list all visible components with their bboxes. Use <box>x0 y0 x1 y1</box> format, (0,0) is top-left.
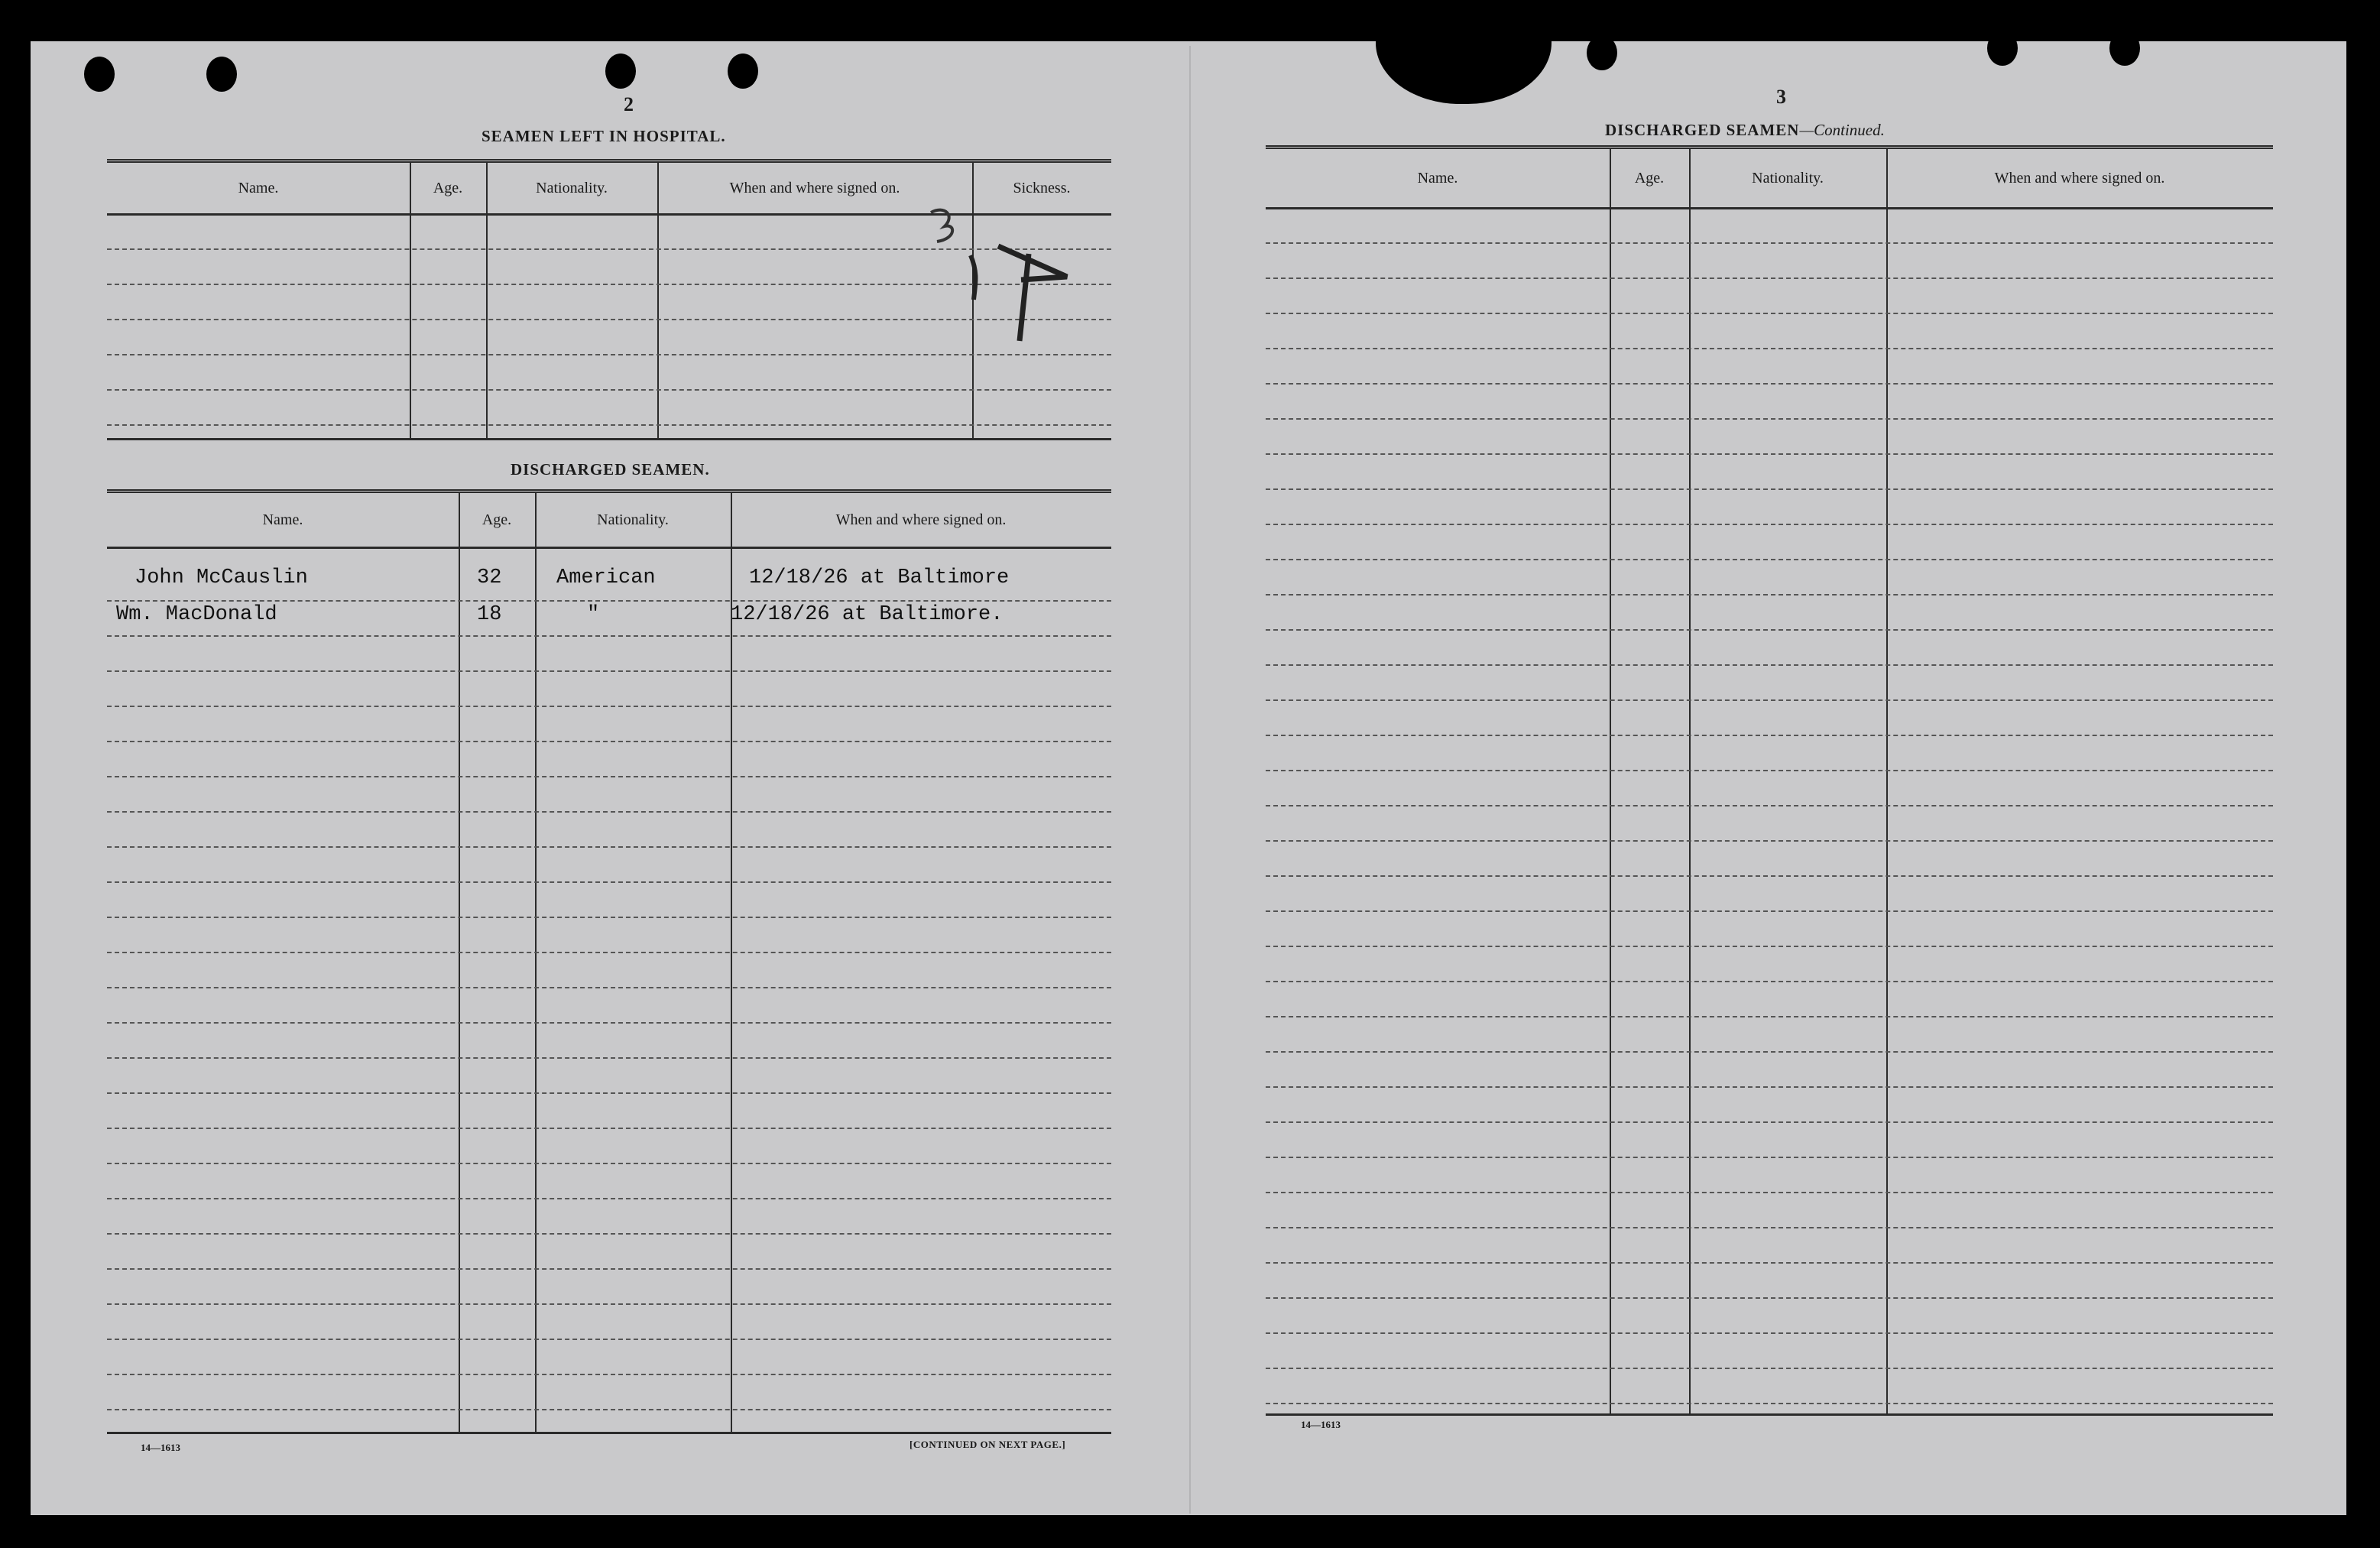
table-rule-line <box>107 635 1111 637</box>
column-header: Nationality. <box>536 179 608 196</box>
table-rule-line <box>1266 1016 2273 1017</box>
table-rule-line <box>1266 875 2273 877</box>
form-number: 14—1613 <box>1301 1419 1341 1430</box>
table-rule-line <box>107 600 1111 602</box>
table-rule-line <box>107 1163 1111 1164</box>
table-rule-line <box>1266 981 2273 982</box>
table-rule-line <box>1266 1157 2273 1158</box>
table-rule-line <box>107 1128 1111 1129</box>
seaman-nationality: " <box>587 603 600 626</box>
punch-hole <box>84 57 115 92</box>
discharged-continued-table <box>1266 145 2273 1416</box>
center-fold <box>1189 46 1191 1514</box>
table-header <box>107 493 1111 549</box>
punch-hole <box>1987 31 2018 66</box>
table-rule-line <box>107 952 1111 953</box>
table-rule-line <box>107 811 1111 813</box>
table-header <box>1266 149 2273 209</box>
table-rule-line <box>1266 418 2273 420</box>
seaman-name: Wm. MacDonald <box>116 603 277 626</box>
column-header: Nationality. <box>1752 169 1824 187</box>
table-rule-line <box>1266 735 2273 736</box>
seaman-age: 32 <box>477 566 502 589</box>
punch-hole <box>728 54 758 89</box>
table-rule-line <box>107 389 1111 391</box>
table-rule-line <box>107 1092 1111 1094</box>
table-rule-line <box>107 424 1111 426</box>
punch-hole <box>206 57 237 92</box>
table-rule-line <box>1266 1332 2273 1334</box>
table-rule-line <box>1266 383 2273 385</box>
table-rule-line <box>107 1233 1111 1235</box>
table-rule-line <box>1266 1262 2273 1264</box>
table-rule-line <box>107 706 1111 707</box>
column-divider <box>731 493 732 1432</box>
table-rule-line <box>1266 1051 2273 1053</box>
column-divider <box>410 163 411 438</box>
seaman-signed-on: 12/18/26 at Baltimore. <box>731 603 1004 626</box>
table-rule-line <box>1266 805 2273 806</box>
seaman-nationality: American <box>556 566 656 589</box>
column-divider <box>459 493 460 1432</box>
table-rule-line <box>1266 1368 2273 1369</box>
table-rule-line <box>107 1057 1111 1059</box>
table-rule-line <box>1266 453 2273 455</box>
column-header: Name. <box>238 179 279 196</box>
table-rule-line <box>107 1409 1111 1410</box>
column-divider <box>1610 149 1611 1413</box>
table-rule-line <box>1266 946 2273 947</box>
table-rule-line <box>1266 910 2273 912</box>
column-divider <box>657 163 659 438</box>
column-divider <box>535 493 537 1432</box>
column-header: Age. <box>433 179 463 196</box>
table-rule-line <box>1266 488 2273 490</box>
seaman-signed-on: 12/18/26 at Baltimore <box>749 566 1010 589</box>
table-rule-line <box>107 1339 1111 1340</box>
table-rule-line <box>107 670 1111 672</box>
table-rule-line <box>1266 664 2273 666</box>
punch-hole <box>1587 35 1617 70</box>
column-header: Age. <box>482 511 512 528</box>
column-header: Name. <box>262 511 303 528</box>
column-header: When and where signed on. <box>835 511 1007 528</box>
table-rule-line <box>107 987 1111 988</box>
column-header: Sickness. <box>1013 179 1071 196</box>
form-number: 14—1613 <box>141 1442 180 1453</box>
table-rule-line <box>1266 699 2273 701</box>
column-header: Nationality. <box>597 511 669 528</box>
table-rule-line <box>1266 1403 2273 1404</box>
table-rule-line <box>107 741 1111 742</box>
page-number: 2 <box>624 93 634 115</box>
column-header: When and where signed on. <box>1994 169 2165 187</box>
column-divider <box>1689 149 1691 1413</box>
discharged-continued-title <box>1605 121 1885 140</box>
table-rule-line <box>1266 1227 2273 1228</box>
column-header: When and where signed on. <box>729 179 900 196</box>
table-rule-line <box>107 1022 1111 1024</box>
table-rule-line <box>1266 277 2273 279</box>
page-number: 3 <box>1776 86 1786 108</box>
title-main: DISCHARGED SEAMEN <box>1605 121 1800 139</box>
table-rule-line <box>1266 1297 2273 1299</box>
punch-hole <box>2109 31 2140 66</box>
table-rule-line <box>1266 770 2273 771</box>
table-rule-line <box>1266 559 2273 560</box>
discharged-section-title: DISCHARGED SEAMEN. <box>511 460 710 479</box>
seaman-age: 18 <box>477 603 502 626</box>
table-rule-line <box>1266 524 2273 525</box>
table-rule-line <box>1266 1121 2273 1123</box>
table-rule-line <box>107 881 1111 883</box>
table-rule-line <box>107 776 1111 777</box>
discharged-table <box>107 489 1111 1434</box>
column-divider <box>1886 149 1888 1413</box>
table-rule-line <box>107 1198 1111 1199</box>
column-header: Age. <box>1634 169 1665 187</box>
hospital-section-title: SEAMEN LEFT IN HOSPITAL. <box>482 127 726 145</box>
continued-note: [CONTINUED ON NEXT PAGE.] <box>910 1439 1066 1450</box>
column-header: Name. <box>1417 169 1458 187</box>
punch-hole <box>605 54 636 89</box>
table-rule-line <box>107 354 1111 355</box>
table-rule-line <box>107 1374 1111 1375</box>
table-rule-line <box>1266 840 2273 842</box>
table-rule-line <box>1266 242 2273 244</box>
table-rule-line <box>1266 629 2273 631</box>
table-rule-line <box>1266 348 2273 349</box>
table-rule-line <box>1266 313 2273 314</box>
table-rule-line <box>107 846 1111 848</box>
table-rule-line <box>1266 1192 2273 1193</box>
column-divider <box>486 163 488 438</box>
title-continued: —Continued. <box>1799 121 1885 139</box>
table-rule-line <box>1266 1086 2273 1088</box>
table-rule-line <box>107 917 1111 918</box>
table-rule-line <box>107 1268 1111 1270</box>
table-rule-line <box>107 1303 1111 1305</box>
seaman-name: John McCauslin <box>135 566 308 589</box>
table-rule-line <box>1266 594 2273 596</box>
pencil-mark <box>914 200 1082 353</box>
